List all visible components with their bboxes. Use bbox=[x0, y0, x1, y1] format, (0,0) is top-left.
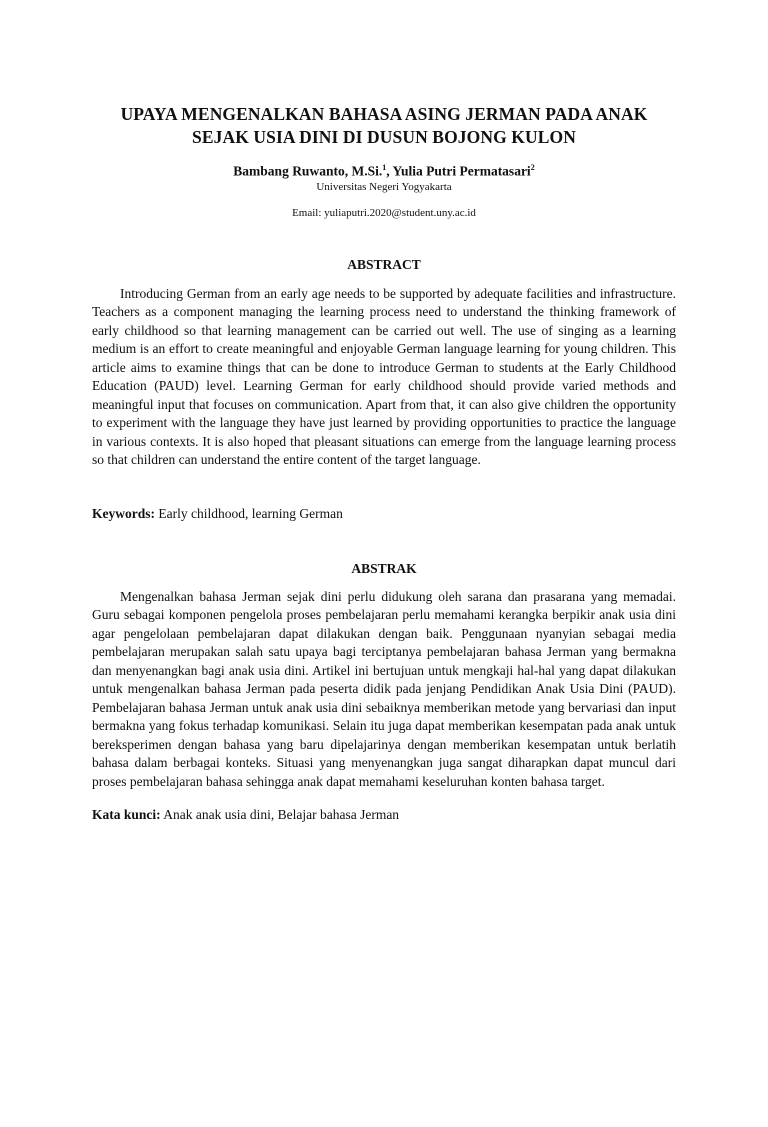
keywords-line bbox=[92, 505, 676, 523]
author-separator: , bbox=[386, 163, 393, 179]
author-affiliation-mark: 2 bbox=[530, 163, 535, 172]
keywords-label: Keywords: bbox=[92, 505, 155, 521]
kata-kunci-line bbox=[92, 806, 676, 824]
kata-kunci-value: Anak anak usia dini, Belajar bahasa Jerman bbox=[160, 807, 400, 822]
abstrak-text: Mengenalkan bahasa Jerman sejak dini perlu didukung oleh sarana dan prasarana yang memadai. Guru sebagai komponen pengelola proses pembelajaran perlu memahami kerangka berpikir anak usia dini agar pengelolaan pembelajaran dapat dilakukan dengan baik. Penggunaan nyanyian sebagai media pembelajaran merupakan salah satu upaya bagi terciptanya pembelajaran bahasa Jerman yang bermakna dan menyenangkan bagi anak usia dini. Artikel ini bertujuan untuk mengkaji hal-hal yang dapat dilakukan untuk mengenalkan bahasa Jerman pada peserta didik pada jenjang Pendidikan Anak Usia Dini (PAUD). Pembelajaran bahasa Jerman untuk anak usia dini sebaiknya memberikan metode yang bervariasi dan input bermakna yang fokus terhadap komunikasi. Selain itu juga dapat memberikan kesempatan pada anak untuk bereksperimen dengan bahasa yang baru dipelajarinya dengan memberikan kesempatan untuk berlatih bahasa dalam berbagai konteks. Situasi yang menyenangkan juga sangat diharapkan dapat muncul dari proses pembelajaran bahasa sehingga anak dapat memahami keseluruhan konten bahasa target. bbox=[92, 588, 676, 789]
kata-kunci-label: Kata kunci: bbox=[92, 807, 161, 822]
email-address: Email: yuliaputri.2020@student.uny.ac.id bbox=[292, 206, 476, 219]
abstract-text: Introducing German from an early age needs to be supported by adequate facilities and infrastructure. Teachers as a component managing the learning process need to understand the thinking framework of early childhood so that learning management can be carried out well. The use of singing as a learning medium is an effort to create meaningful and enjoyable German language learning for young children. This article aims to examine things that can be done to introduce German to students at the Early Childhood Education (PAUD) level. Learning German for early childhood should provide varied methods and meaningful input that focuses on communication. Apart from that, it can also give children the opportunity to experiment with the language they have just learned by providing opportunities to practice the language in various contexts. It is also hoped that pleasant situations can emerge from the language learning process so that children can understand the entire content of the target language. bbox=[92, 285, 676, 467]
author-line bbox=[92, 159, 676, 180]
paper-title: UPAYA MENGENALKAN BAHASA ASING JERMAN PADA ANAK SEJAK USIA DINI DI DUSUN BOJONG KULON bbox=[120, 104, 648, 147]
author-name: Yulia Putri Permatasari bbox=[392, 163, 531, 179]
abstract-heading: ABSTRACT bbox=[347, 256, 421, 272]
affiliation: Universitas Negeri Yogyakarta bbox=[316, 180, 452, 193]
paper-page bbox=[0, 103, 768, 1127]
keywords-value: Early childhood, learning German bbox=[155, 505, 343, 521]
abstrak-heading: ABSTRAK bbox=[351, 560, 417, 576]
author-name: Bambang Ruwanto, M.Si. bbox=[233, 163, 383, 179]
author-affiliation-mark: 1 bbox=[382, 163, 387, 172]
